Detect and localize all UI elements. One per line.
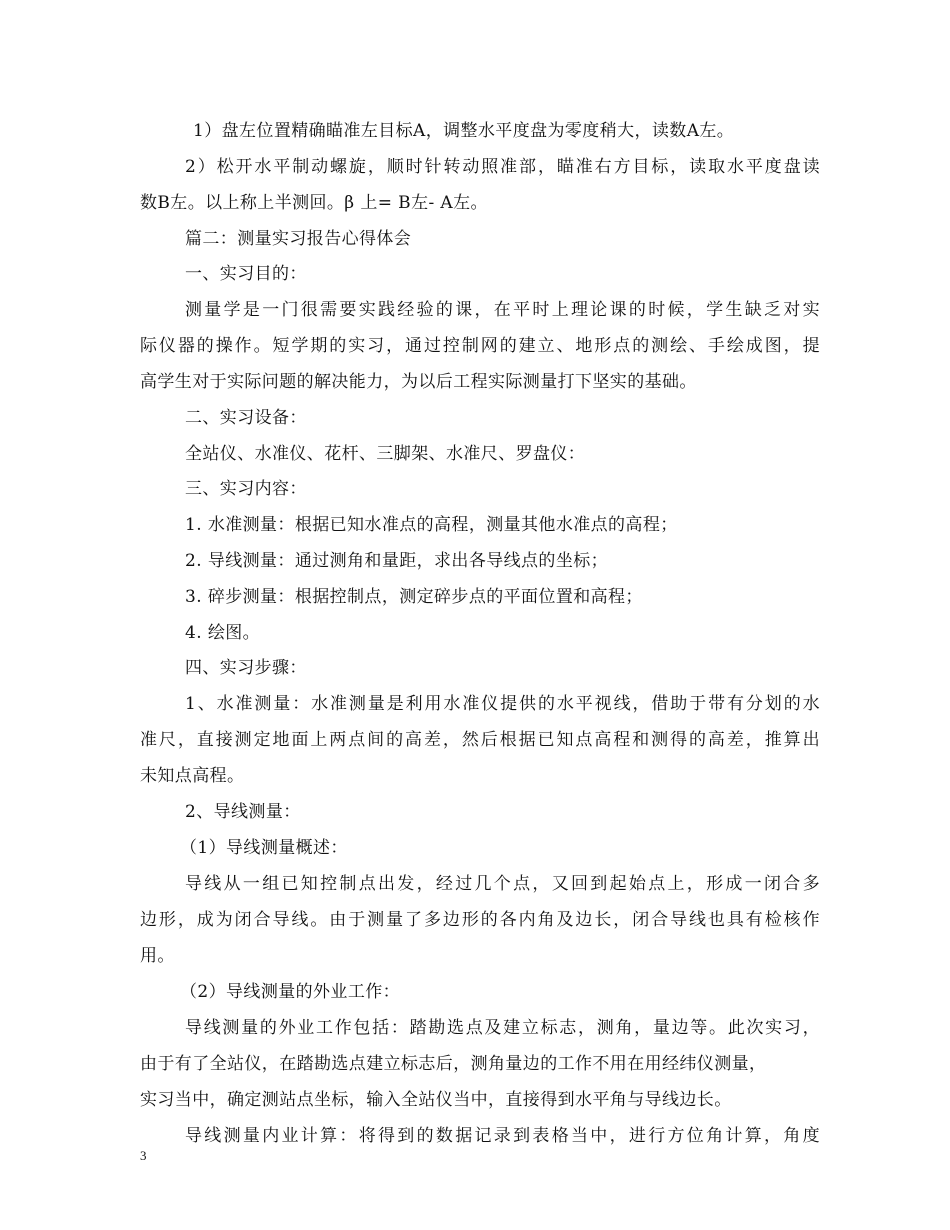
- list-item: 3. 碎步测量：根据控制点，测定碎步点的平面位置和高程；: [185, 587, 643, 607]
- text-line: 导线测量的外业工作包括：踏勘选点及建立标志，测角，量边等。此次实习，: [185, 1018, 820, 1038]
- section-heading: 四、实习步骤：: [185, 658, 307, 678]
- subsection-heading: （2）导线测量的外业工作：: [180, 982, 401, 1002]
- text-line: 数B左。以上称上半测回。β 上= B左- A左。: [140, 193, 488, 213]
- text-line: 导线测量内业计算：将得到的数据记录到表格当中，进行方位角计算，角度: [185, 1126, 820, 1146]
- text-line: 1）盘左位置精确瞄准左目标A，调整水平度盘为零度稍大，读数A左。: [193, 121, 735, 141]
- list-item: 4. 绘图。: [185, 623, 261, 643]
- text-line: 全站仪、水准仪、花杆、三脚架、水准尺、罗盘仪：: [185, 444, 586, 464]
- text-line: 实习当中，确定测站点坐标，输入全站仪当中，直接得到水平角与导线边长。: [140, 1090, 732, 1110]
- section-heading: 一、实习目的：: [185, 264, 307, 284]
- text-line: 准尺，直接测定地面上两点间的高差，然后根据已知点高程和测得的高差，推算出: [140, 730, 820, 750]
- page-number: 3: [140, 1148, 147, 1163]
- text-line: 2）松开水平制动螺旋，顺时针转动照准部，瞄准右方目标，读取水平度盘读: [185, 157, 820, 177]
- text-line: 用。: [140, 946, 175, 966]
- list-item: 1. 水准测量：根据已知水准点的高程，测量其他水准点的高程；: [185, 515, 678, 535]
- text-line: 未知点高程。: [140, 766, 245, 786]
- text-line: 1、水准测量：水准测量是利用水准仪提供的水平视线，借助于带有分划的水: [185, 694, 820, 714]
- section-heading: 二、实习设备：: [185, 408, 307, 428]
- text-line: 测量学是一门很需要实践经验的课，在平时上理论课的时候，学生缺乏对实: [185, 300, 820, 320]
- section-heading: 2、导线测量：: [185, 802, 301, 822]
- text-line: 高学生对于实际问题的解决能力，为以后工程实际测量打下坚实的基础。: [140, 372, 697, 392]
- text-line: 由于有了全站仪，在踏勘选点建立标志后，测角量边的工作不用在用经纬仪测量，: [140, 1054, 767, 1074]
- section-heading: 三、实习内容：: [185, 479, 307, 499]
- list-item: 2. 导线测量：通过测角和量距，求出各导线点的坐标；: [185, 551, 609, 571]
- text-line: 际仪器的操作。短学期的实习，通过控制网的建立、地形点的测绘、手绘成图，提: [140, 336, 820, 356]
- subsection-heading: （1）导线测量概述：: [180, 838, 348, 858]
- text-line: 边形，成为闭合导线。由于测量了多边形的各内角及边长，闭合导线也具有检核作: [140, 910, 820, 930]
- section-heading: 篇二：测量实习报告心得体会: [185, 229, 412, 249]
- text-line: 导线从一组已知控制点出发，经过几个点，又回到起始点上，形成一闭合多: [185, 874, 820, 894]
